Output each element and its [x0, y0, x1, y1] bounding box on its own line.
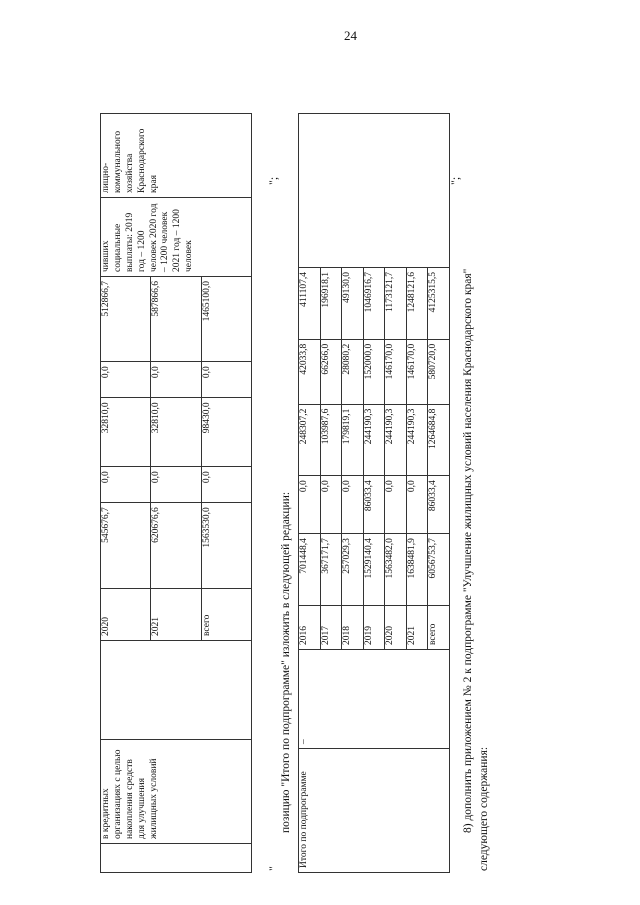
cell-amount: 103987,6 — [320, 404, 342, 476]
cell-amount: 257029,3 — [342, 534, 364, 606]
cell-amount: 367171,7 — [320, 534, 342, 606]
cell-year: всего — [428, 605, 450, 649]
subprogram-measure-table — [100, 113, 252, 873]
cell-amount: 411107,4 — [299, 268, 321, 340]
cell-year: 2016 — [299, 605, 321, 649]
cell-amount: 620676,6 — [151, 503, 201, 588]
cell-measure-name: в кредитных организациях с целью накопления средств для улучшения жилищных условий — [101, 740, 252, 844]
cell-amount: 1248121,6 — [406, 268, 428, 340]
cell-amount: 146170,0 — [406, 339, 428, 404]
cell-year: всего — [201, 588, 251, 640]
cell-amount: 0,0 — [406, 476, 428, 534]
cell-amount: 152000,0 — [363, 339, 385, 404]
cell-result: чивших социальные выплаты: 2019 год – 1200 человек 2020 год – 1200 человек 2021 год – 1200 человек — [101, 198, 252, 277]
cell-amount: 587866,6 — [151, 277, 201, 362]
position-instruction: позицию "Итого по подпрограмме" изложить в следующей редакции: — [280, 491, 292, 833]
cell-amount: 0,0 — [342, 476, 364, 534]
cell-amount: 0,0 — [201, 467, 251, 503]
cell-amount: 49130,0 — [342, 268, 364, 340]
cell-amount: 0,0 — [151, 362, 201, 398]
cell-amount: 1563482,0 — [385, 534, 407, 606]
cell-amount: 0,0 — [201, 362, 251, 398]
cell-year: 2018 — [342, 605, 364, 649]
cell-amount: 196918,1 — [320, 268, 342, 340]
cell-amount: 1563530,0 — [201, 503, 251, 588]
opening-quote: " — [266, 866, 280, 871]
cell-amount: 701448,4 — [299, 534, 321, 606]
cell-amount: 42033,8 — [299, 339, 321, 404]
cell-year: 2019 — [363, 605, 385, 649]
cell-amount: 1173121,7 — [385, 268, 407, 340]
cell-amount: 0,0 — [320, 476, 342, 534]
cell-amount: 244190,3 — [363, 404, 385, 476]
closing-quote-2: "; — [448, 176, 462, 185]
cell-amount: 0,0 — [385, 476, 407, 534]
cell-year: 2021 — [406, 605, 428, 649]
cell-amount: 0,0 — [101, 362, 151, 398]
cell-amount: 1465100,0 — [201, 277, 251, 362]
cell-amount: 545676,7 — [101, 503, 151, 588]
cell-year: 2020 — [101, 588, 151, 640]
cell-amount: 1046916,7 — [363, 268, 385, 340]
cell-blank — [101, 641, 252, 740]
cell-amount: 0,0 — [151, 467, 201, 503]
cell-amount: 146170,0 — [385, 339, 407, 404]
cell-customer: лищно-коммунального хозяйства Краснодарского края — [101, 114, 252, 198]
cell-amount: 179819,1 — [342, 404, 364, 476]
cell-year: 2017 — [320, 605, 342, 649]
cell-blank — [299, 114, 450, 268]
rotated-page-content — [30, 85, 630, 885]
cell-amount: 244190,3 — [385, 404, 407, 476]
cell-amount: 6056753,7 — [428, 534, 450, 606]
cell-year: 2020 — [385, 605, 407, 649]
cell-amount: 4125315,5 — [428, 268, 450, 340]
closing-quote: "; — [266, 176, 280, 185]
cell-amount: 244190,3 — [406, 404, 428, 476]
cell-amount: 1529140,4 — [363, 534, 385, 606]
cell-amount: 248307,2 — [299, 404, 321, 476]
page-number: 24 — [344, 28, 357, 43]
cell-amount: 28080,2 — [342, 339, 364, 404]
cell-amount: 32810,0 — [101, 398, 151, 467]
amendment-paragraph-line2: следующего содержания: — [478, 746, 490, 871]
cell-dash: – — [299, 650, 450, 749]
subprogram-total-table — [298, 113, 450, 873]
cell-total-name: Итого по подпрограмме — [299, 749, 450, 873]
cell-amount: 86033,4 — [428, 476, 450, 534]
cell-year: 2021 — [151, 588, 201, 640]
cell-amount: 512866,7 — [101, 277, 151, 362]
cell-amount: 1264684,8 — [428, 404, 450, 476]
cell-amount: 0,0 — [299, 476, 321, 534]
cell-amount: 1638481,9 — [406, 534, 428, 606]
cell-amount: 580720,0 — [428, 339, 450, 404]
cell-amount: 0,0 — [101, 467, 151, 503]
table-row — [101, 114, 151, 873]
cell-blank — [101, 844, 252, 873]
cell-amount: 32810,0 — [151, 398, 201, 467]
amendment-paragraph-line1: 8) дополнить приложением № 2 к подпрограмме "Улучшение жилищных условий населения Краснодарского края" — [462, 268, 474, 833]
cell-amount: 66266,0 — [320, 339, 342, 404]
cell-amount: 86033,4 — [363, 476, 385, 534]
cell-amount: 98430,0 — [201, 398, 251, 467]
table-row — [299, 114, 321, 873]
